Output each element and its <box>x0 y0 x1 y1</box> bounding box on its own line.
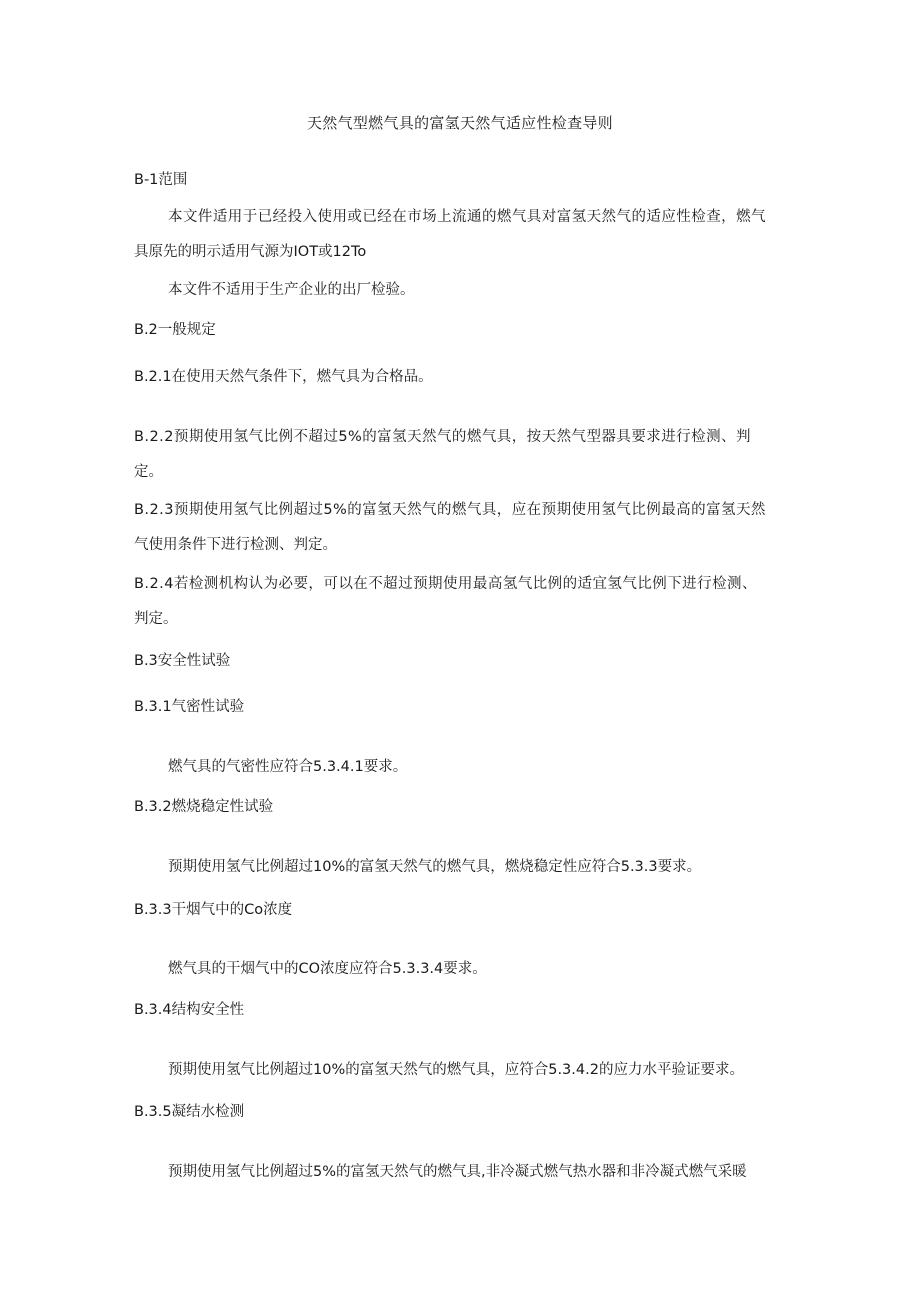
clause-b35-heading: B.3.5凝结水检测 <box>134 1104 245 1120</box>
clause-b35-paragraph: 预期使用氢气比例超过5%的富氢天然气的燃气具,非冷凝式燃气热水器和非冷凝式燃气采暖 <box>168 1164 747 1180</box>
clause-b31-heading: B.3.1气密性试验 <box>134 699 245 715</box>
clause-b23-line-2: 气使用条件下进行检测、判定。 <box>134 537 337 553</box>
section-b3-heading: B.3安全性试验 <box>134 653 231 669</box>
clause-b34-paragraph: 预期使用氢气比例超过10%的富氢天然气的燃气具，应符合5.3.4.2的应力水平验证要求。 <box>168 1062 744 1078</box>
clause-b23-line-1: B.2.3预期使用氢气比例超过5%的富氢天然气的燃气具，应在预期使用氢气比例最高的富氢天然 <box>134 502 766 518</box>
section-b2-heading: B.2一般规定 <box>134 322 216 338</box>
clause-b21: B.2.1在使用天然气条件下，燃气具为合格品。 <box>134 369 433 385</box>
clause-b33-heading: B.3.3干烟气中的Co浓度 <box>134 902 293 918</box>
clause-b31-paragraph: 燃气具的气密性应符合5.3.4.1要求。 <box>168 759 408 775</box>
section-b1-paragraph-line-2: 具原先的明示适用气源为IOT或12To <box>134 244 367 260</box>
clause-b33-paragraph: 燃气具的干烟气中的CO浓度应符合5.3.3.4要求。 <box>168 961 487 977</box>
clause-b32-paragraph: 预期使用氢气比例超过10%的富氢天然气的燃气具，燃烧稳定性应符合5.3.3要求。 <box>168 859 702 875</box>
clause-b34-heading: B.3.4结构安全性 <box>134 1002 245 1018</box>
clause-b24-line-2: 判定。 <box>134 611 178 627</box>
clause-b22-line-2: 定。 <box>134 464 163 480</box>
section-b1-paragraph-line-1: 本文件适用于已经投入使用或已经在市场上流通的燃气具对富氢天然气的适应性检查，燃气 <box>168 209 766 225</box>
clause-b22-line-1: B.2.2预期使用氢气比例不超过5%的富氢天然气的燃气具，按天然气型器具要求进行检测、判 <box>134 429 751 445</box>
section-b1-heading: B-1范围 <box>134 172 188 188</box>
clause-b24-line-1: B.2.4若检测机构认为必要，可以在不超过预期使用最高氢气比例的适宜氢气比例下进行检测、 <box>134 576 757 592</box>
clause-b32-heading: B.3.2燃烧稳定性试验 <box>134 799 274 815</box>
section-b1-paragraph-2: 本文件不适用于生产企业的出厂检验。 <box>168 282 415 298</box>
document-title: 天然气型燃气具的富氢天然气适应性检查导则 <box>306 114 613 132</box>
